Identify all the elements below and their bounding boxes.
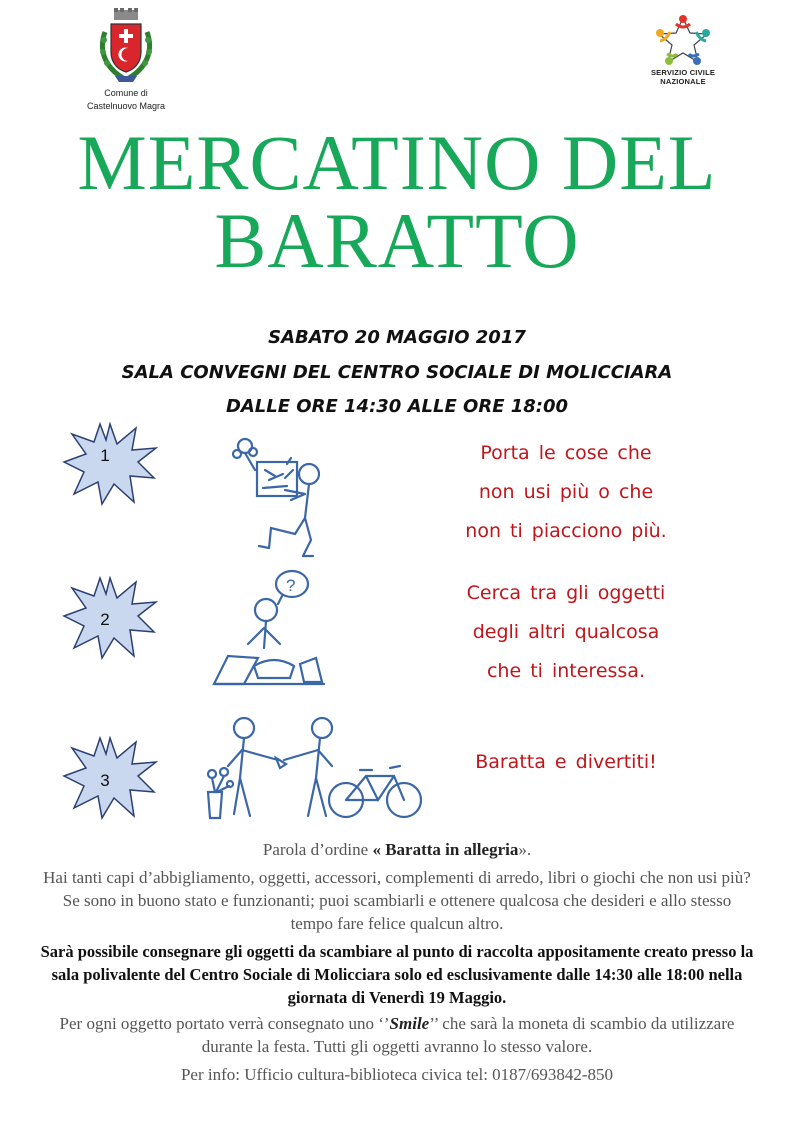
collection-notice: Sarà possibile consegnare gli oggetti da scambiare al punto di raccolta appositamente creato presso la sala polivalente del Centro Sociale di Molicciara solo ed esclusivamente dalle 14:30 alle 18:00 nella giornata di Venerdì 19 Maggio. — [40, 942, 754, 1007]
municipality-name — [70, 87, 182, 113]
smile-prefix: Per ogni oggetto portato verrà consegnato uno ‘’ — [59, 1014, 390, 1033]
motto-suffix: ». — [518, 840, 532, 859]
motto-prefix: Parola d’ordine — [262, 840, 373, 859]
page-title — [0, 119, 794, 284]
motto-bold: « Baratta in allegria — [372, 840, 519, 859]
step-1-line3: non ti piacciono più. — [465, 520, 667, 542]
step-3-text — [436, 743, 696, 782]
municipality-line2: Castelnuovo Magra — [86, 101, 166, 111]
step-2-number: 2 — [100, 610, 110, 629]
event-date: SABATO 20 MAGGIO 2017 — [268, 327, 526, 348]
event-time: DALLE ORE 14:30 ALLE ORE 18:00 — [225, 396, 569, 417]
step-1-line2: non usi più o che — [478, 481, 654, 503]
description: Hai tanti capi d’abbigliamento, oggetti, accessori, complementi di arredo, libri o giochi che non usi più? Se sono in buono stato e funzionanti; puoi scambiarli e ottenere qualcosa che desideri e allo stesso tempo fare felice qualcun altro. — [43, 868, 751, 933]
step-1-text — [436, 434, 696, 551]
contact-info: Per info: Ufficio cultura-biblioteca civica tel: 0187/693842-850 — [180, 1065, 614, 1084]
step-3-line1: Baratta e divertiti! — [475, 751, 657, 773]
step-2-text — [436, 574, 696, 691]
smile-note — [40, 1012, 754, 1058]
svg-text:?: ? — [286, 576, 296, 595]
step-2-line1: Cerca tra gli oggetti — [466, 582, 666, 604]
smile-word: Smile — [389, 1014, 430, 1033]
motto — [40, 838, 754, 861]
person-browsing-items-drawing — [208, 566, 328, 691]
servizio-civile-star-icon — [654, 14, 712, 66]
municipality-line1: Comune di — [104, 88, 148, 98]
service-line2: NAZIONALE — [660, 77, 706, 86]
person-carrying-box-drawing — [225, 430, 335, 565]
title-line1: MERCATINO DEL — [77, 119, 717, 206]
step-2-line2: degli altri qualcosa — [472, 621, 660, 643]
municipal-crest-icon — [97, 8, 155, 86]
service-line1: SERVIZIO CIVILE — [650, 68, 716, 77]
servizio-civile-label — [635, 68, 731, 86]
title-line2: BARATTO — [214, 197, 580, 284]
step-2-line3: che ti interessa. — [486, 660, 645, 682]
smile-suffix: ’’ che sarà la moneta di scambio da utilizzare durante la festa. Tutti gli oggetti avranno lo stesso valore. — [201, 1014, 735, 1056]
event-place: SALA CONVEGNI DEL CENTRO SOCIALE DI MOLICCIARA — [121, 362, 673, 383]
step-1-line1: Porta le cose che — [480, 442, 652, 464]
step-3-number: 3 — [100, 771, 110, 790]
step-1-number: 1 — [100, 446, 110, 465]
people-exchanging-drawing — [200, 714, 430, 829]
